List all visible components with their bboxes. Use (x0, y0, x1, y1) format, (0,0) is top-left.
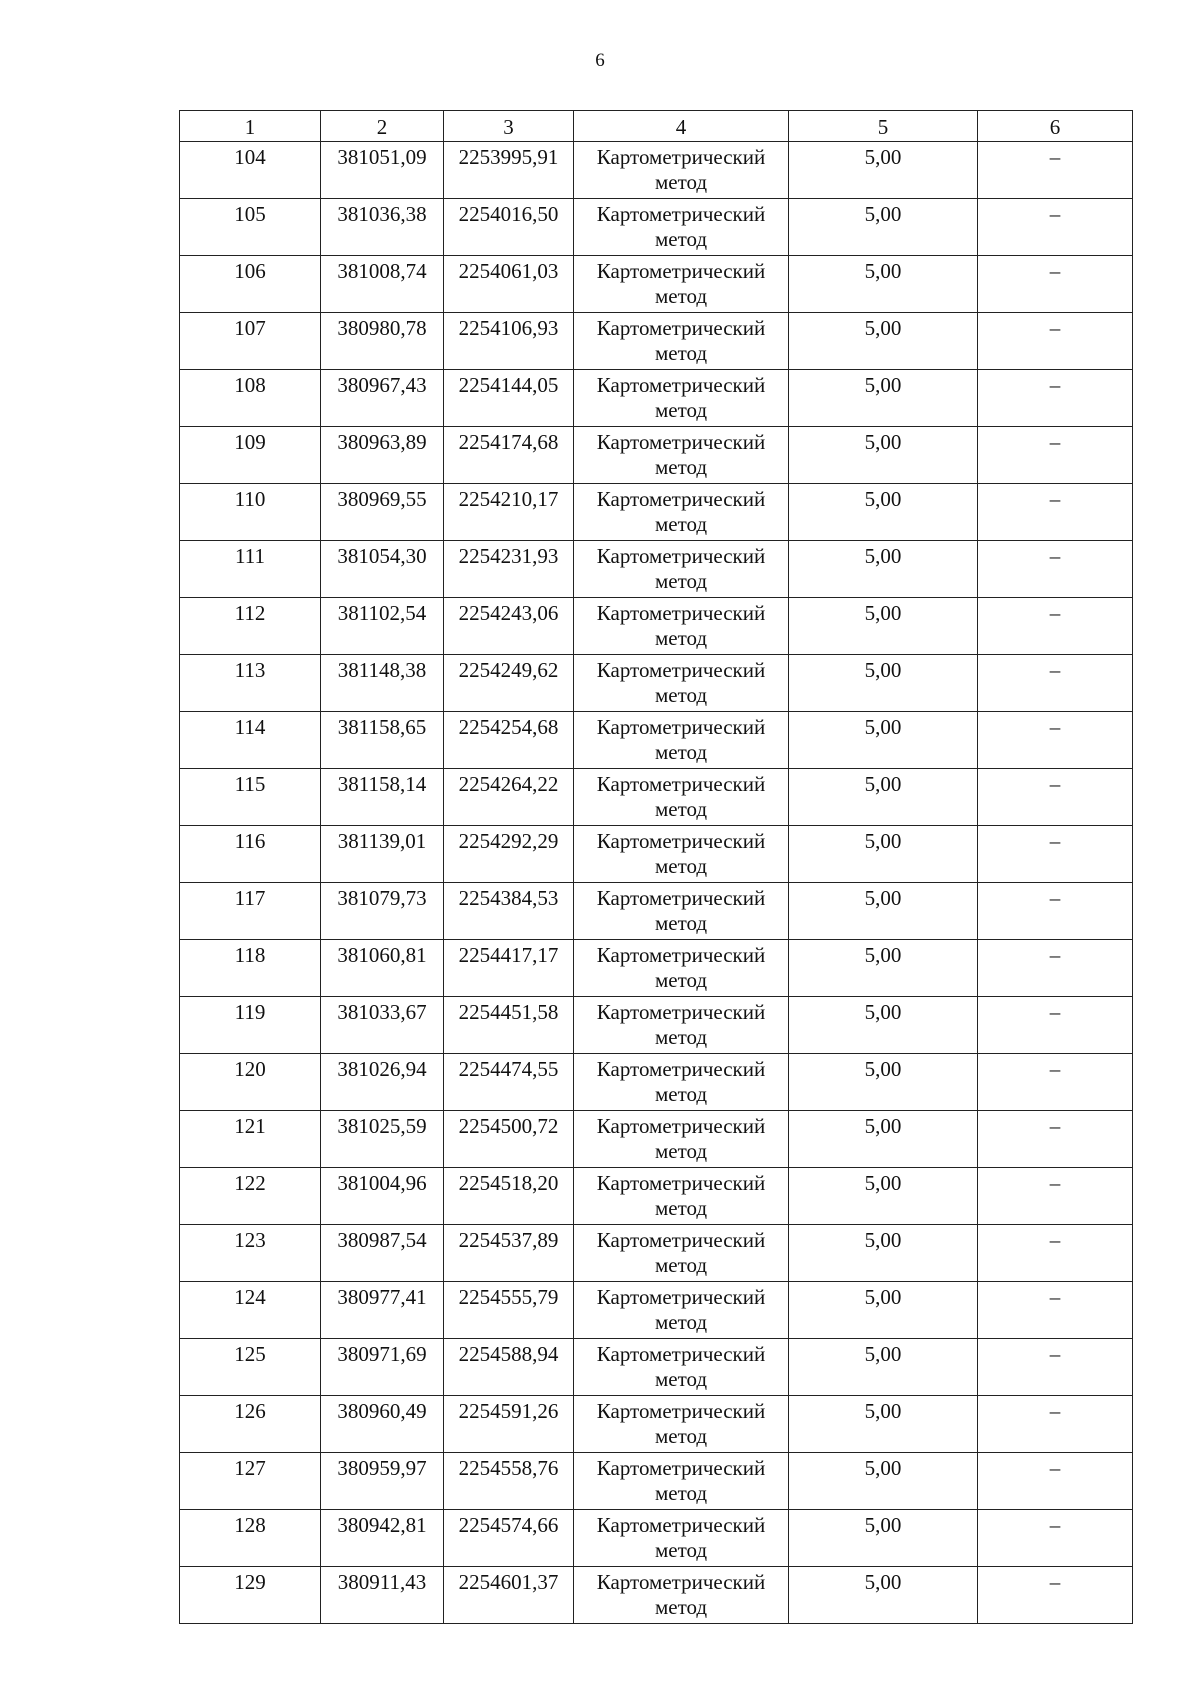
note-cell: – (978, 1453, 1133, 1510)
method-line-1: Картометрический (596, 1228, 766, 1252)
table-row (180, 1396, 1133, 1453)
method-cell (574, 598, 789, 655)
note-cell: – (978, 1282, 1133, 1339)
method-cell (574, 1168, 789, 1225)
accuracy-cell: 5,00 (789, 1168, 978, 1225)
method-cell (574, 541, 789, 598)
y-coordinate-cell: 2254264,22 (444, 769, 574, 826)
coordinates-table (179, 110, 1133, 1624)
note-cell: – (978, 427, 1133, 484)
method-line-1: Картометрический (596, 202, 766, 226)
method-line-2: метод (654, 1253, 708, 1277)
y-coordinate-cell: 2254500,72 (444, 1111, 574, 1168)
method-line-1: Картометрический (596, 1570, 766, 1594)
method-cell (574, 427, 789, 484)
note-cell: – (978, 256, 1133, 313)
y-coordinate-cell: 2254061,03 (444, 256, 574, 313)
point-number-cell: 105 (180, 199, 321, 256)
point-number-cell: 110 (180, 484, 321, 541)
y-coordinate-cell: 2254591,26 (444, 1396, 574, 1453)
x-coordinate-cell: 380977,41 (321, 1282, 444, 1339)
x-coordinate-cell: 381051,09 (321, 142, 444, 199)
note-cell: – (978, 484, 1133, 541)
x-coordinate-cell: 380963,89 (321, 427, 444, 484)
y-coordinate-cell: 2254518,20 (444, 1168, 574, 1225)
method-line-1: Картометрический (596, 1114, 766, 1138)
y-coordinate-cell: 2254249,62 (444, 655, 574, 712)
y-coordinate-cell: 2253995,91 (444, 142, 574, 199)
y-coordinate-cell: 2254601,37 (444, 1567, 574, 1624)
point-number-cell: 122 (180, 1168, 321, 1225)
point-number-cell: 128 (180, 1510, 321, 1567)
method-cell (574, 313, 789, 370)
method-cell (574, 1453, 789, 1510)
y-coordinate-cell: 2254243,06 (444, 598, 574, 655)
x-coordinate-cell: 381102,54 (321, 598, 444, 655)
note-cell: – (978, 1396, 1133, 1453)
column-header-2: 2 (321, 111, 444, 142)
method-line-1: Картометрический (596, 544, 766, 568)
table-row (180, 712, 1133, 769)
accuracy-cell: 5,00 (789, 199, 978, 256)
table-row (180, 769, 1133, 826)
method-line-2: метод (654, 227, 708, 251)
accuracy-cell: 5,00 (789, 142, 978, 199)
method-cell (574, 1396, 789, 1453)
note-cell: – (978, 313, 1133, 370)
y-coordinate-cell: 2254144,05 (444, 370, 574, 427)
x-coordinate-cell: 380969,55 (321, 484, 444, 541)
accuracy-cell: 5,00 (789, 997, 978, 1054)
x-coordinate-cell: 380987,54 (321, 1225, 444, 1282)
point-number-cell: 115 (180, 769, 321, 826)
table-row (180, 655, 1133, 712)
accuracy-cell: 5,00 (789, 940, 978, 997)
column-header-4: 4 (574, 111, 789, 142)
x-coordinate-cell: 380967,43 (321, 370, 444, 427)
method-cell (574, 1225, 789, 1282)
accuracy-cell: 5,00 (789, 313, 978, 370)
note-cell: – (978, 1225, 1133, 1282)
method-cell (574, 655, 789, 712)
table-row (180, 940, 1133, 997)
x-coordinate-cell: 381060,81 (321, 940, 444, 997)
point-number-cell: 107 (180, 313, 321, 370)
accuracy-cell: 5,00 (789, 712, 978, 769)
table-row (180, 1567, 1133, 1624)
y-coordinate-cell: 2254588,94 (444, 1339, 574, 1396)
accuracy-cell: 5,00 (789, 484, 978, 541)
method-line-1: Картометрический (596, 1513, 766, 1537)
table-row (180, 1225, 1133, 1282)
method-line-1: Картометрический (596, 886, 766, 910)
table-row (180, 370, 1133, 427)
note-cell: – (978, 769, 1133, 826)
method-line-1: Картометрический (596, 715, 766, 739)
accuracy-cell: 5,00 (789, 1453, 978, 1510)
y-coordinate-cell: 2254292,29 (444, 826, 574, 883)
y-coordinate-cell: 2254210,17 (444, 484, 574, 541)
y-coordinate-cell: 2254254,68 (444, 712, 574, 769)
method-line-2: метод (654, 455, 708, 479)
table-row (180, 427, 1133, 484)
method-line-1: Картометрический (596, 943, 766, 967)
method-cell (574, 1339, 789, 1396)
method-cell (574, 1567, 789, 1624)
table-row (180, 1111, 1133, 1168)
method-line-2: метод (654, 1424, 708, 1448)
accuracy-cell: 5,00 (789, 1111, 978, 1168)
table-row (180, 1510, 1133, 1567)
method-cell (574, 1510, 789, 1567)
accuracy-cell: 5,00 (789, 1282, 978, 1339)
point-number-cell: 112 (180, 598, 321, 655)
table-row (180, 1054, 1133, 1111)
table-row (180, 199, 1133, 256)
note-cell: – (978, 1339, 1133, 1396)
method-line-2: метод (654, 1310, 708, 1334)
note-cell: – (978, 598, 1133, 655)
table-body (180, 142, 1133, 1624)
y-coordinate-cell: 2254106,93 (444, 313, 574, 370)
column-header-6: 6 (978, 111, 1133, 142)
accuracy-cell: 5,00 (789, 370, 978, 427)
point-number-cell: 116 (180, 826, 321, 883)
accuracy-cell: 5,00 (789, 655, 978, 712)
note-cell: – (978, 940, 1133, 997)
y-coordinate-cell: 2254016,50 (444, 199, 574, 256)
method-line-1: Картометрический (596, 259, 766, 283)
method-cell (574, 883, 789, 940)
y-coordinate-cell: 2254451,58 (444, 997, 574, 1054)
note-cell: – (978, 883, 1133, 940)
table-header (180, 111, 1133, 142)
method-cell (574, 826, 789, 883)
accuracy-cell: 5,00 (789, 427, 978, 484)
point-number-cell: 123 (180, 1225, 321, 1282)
x-coordinate-cell: 380980,78 (321, 313, 444, 370)
method-line-1: Картометрический (596, 373, 766, 397)
x-coordinate-cell: 381004,96 (321, 1168, 444, 1225)
column-header-1: 1 (180, 111, 321, 142)
y-coordinate-cell: 2254558,76 (444, 1453, 574, 1510)
point-number-cell: 120 (180, 1054, 321, 1111)
table-row (180, 1282, 1133, 1339)
point-number-cell: 108 (180, 370, 321, 427)
method-cell (574, 940, 789, 997)
point-number-cell: 127 (180, 1453, 321, 1510)
method-line-2: метод (654, 1481, 708, 1505)
table-row (180, 1168, 1133, 1225)
method-line-2: метод (654, 1196, 708, 1220)
method-cell (574, 1054, 789, 1111)
note-cell: – (978, 1168, 1133, 1225)
method-line-2: метод (654, 512, 708, 536)
note-cell: – (978, 826, 1133, 883)
note-cell: – (978, 370, 1133, 427)
method-line-1: Картометрический (596, 1057, 766, 1081)
method-line-2: метод (654, 1025, 708, 1049)
column-header-5: 5 (789, 111, 978, 142)
accuracy-cell: 5,00 (789, 541, 978, 598)
method-cell (574, 1282, 789, 1339)
method-line-2: метод (654, 1367, 708, 1391)
method-cell (574, 712, 789, 769)
accuracy-cell: 5,00 (789, 256, 978, 313)
accuracy-cell: 5,00 (789, 1567, 978, 1624)
method-cell (574, 769, 789, 826)
method-line-2: метод (654, 740, 708, 764)
table-row (180, 256, 1133, 313)
table-row (180, 484, 1133, 541)
note-cell: – (978, 1111, 1133, 1168)
method-line-2: метод (654, 1595, 708, 1619)
y-coordinate-cell: 2254417,17 (444, 940, 574, 997)
point-number-cell: 119 (180, 997, 321, 1054)
y-coordinate-cell: 2254537,89 (444, 1225, 574, 1282)
method-line-1: Картометрический (596, 1171, 766, 1195)
accuracy-cell: 5,00 (789, 1225, 978, 1282)
method-cell (574, 199, 789, 256)
table-row (180, 1453, 1133, 1510)
method-line-2: метод (654, 626, 708, 650)
method-line-1: Картометрический (596, 1399, 766, 1423)
method-cell (574, 1111, 789, 1168)
page-number: 6 (595, 50, 605, 71)
column-header-3: 3 (444, 111, 574, 142)
method-line-2: метод (654, 284, 708, 308)
table-row (180, 313, 1133, 370)
x-coordinate-cell: 380971,69 (321, 1339, 444, 1396)
table-row (180, 883, 1133, 940)
x-coordinate-cell: 381079,73 (321, 883, 444, 940)
method-line-2: метод (654, 398, 708, 422)
accuracy-cell: 5,00 (789, 1510, 978, 1567)
method-line-1: Картометрический (596, 601, 766, 625)
note-cell: – (978, 1510, 1133, 1567)
x-coordinate-cell: 381054,30 (321, 541, 444, 598)
method-line-2: метод (654, 797, 708, 821)
x-coordinate-cell: 380960,49 (321, 1396, 444, 1453)
y-coordinate-cell: 2254174,68 (444, 427, 574, 484)
y-coordinate-cell: 2254474,55 (444, 1054, 574, 1111)
method-line-1: Картометрический (596, 487, 766, 511)
point-number-cell: 104 (180, 142, 321, 199)
method-line-1: Картометрический (596, 658, 766, 682)
x-coordinate-cell: 380911,43 (321, 1567, 444, 1624)
x-coordinate-cell: 381148,38 (321, 655, 444, 712)
point-number-cell: 125 (180, 1339, 321, 1396)
accuracy-cell: 5,00 (789, 883, 978, 940)
y-coordinate-cell: 2254555,79 (444, 1282, 574, 1339)
table-row (180, 541, 1133, 598)
method-cell (574, 142, 789, 199)
accuracy-cell: 5,00 (789, 769, 978, 826)
note-cell: – (978, 541, 1133, 598)
table-row (180, 1339, 1133, 1396)
x-coordinate-cell: 381158,65 (321, 712, 444, 769)
x-coordinate-cell: 381158,14 (321, 769, 444, 826)
method-cell (574, 484, 789, 541)
method-line-1: Картометрический (596, 1000, 766, 1024)
note-cell: – (978, 1567, 1133, 1624)
note-cell: – (978, 997, 1133, 1054)
point-number-cell: 126 (180, 1396, 321, 1453)
accuracy-cell: 5,00 (789, 1054, 978, 1111)
table-row (180, 598, 1133, 655)
accuracy-cell: 5,00 (789, 1396, 978, 1453)
y-coordinate-cell: 2254231,93 (444, 541, 574, 598)
point-number-cell: 121 (180, 1111, 321, 1168)
method-line-2: метод (654, 1082, 708, 1106)
header-row (180, 111, 1133, 142)
point-number-cell: 106 (180, 256, 321, 313)
method-line-2: метод (654, 569, 708, 593)
x-coordinate-cell: 380942,81 (321, 1510, 444, 1567)
method-line-2: метод (654, 854, 708, 878)
point-number-cell: 114 (180, 712, 321, 769)
x-coordinate-cell: 381139,01 (321, 826, 444, 883)
method-line-1: Картометрический (596, 772, 766, 796)
x-coordinate-cell: 381025,59 (321, 1111, 444, 1168)
point-number-cell: 118 (180, 940, 321, 997)
table-row (180, 997, 1133, 1054)
accuracy-cell: 5,00 (789, 1339, 978, 1396)
method-cell (574, 997, 789, 1054)
method-line-2: метод (654, 341, 708, 365)
method-line-1: Картометрический (596, 430, 766, 454)
x-coordinate-cell: 381033,67 (321, 997, 444, 1054)
point-number-cell: 109 (180, 427, 321, 484)
method-cell (574, 370, 789, 427)
x-coordinate-cell: 381036,38 (321, 199, 444, 256)
note-cell: – (978, 1054, 1133, 1111)
method-line-2: метод (654, 683, 708, 707)
method-line-1: Картометрический (596, 1342, 766, 1366)
method-cell (574, 256, 789, 313)
note-cell: – (978, 712, 1133, 769)
note-cell: – (978, 199, 1133, 256)
method-line-2: метод (654, 968, 708, 992)
accuracy-cell: 5,00 (789, 598, 978, 655)
y-coordinate-cell: 2254574,66 (444, 1510, 574, 1567)
point-number-cell: 129 (180, 1567, 321, 1624)
point-number-cell: 111 (180, 541, 321, 598)
x-coordinate-cell: 380959,97 (321, 1453, 444, 1510)
method-line-2: метод (654, 170, 708, 194)
note-cell: – (978, 655, 1133, 712)
note-cell: – (978, 142, 1133, 199)
method-line-1: Картометрический (596, 1285, 766, 1309)
method-line-1: Картометрический (596, 829, 766, 853)
table-row (180, 142, 1133, 199)
method-line-2: метод (654, 911, 708, 935)
method-line-1: Картометрический (596, 145, 766, 169)
method-line-1: Картометрический (596, 316, 766, 340)
x-coordinate-cell: 381026,94 (321, 1054, 444, 1111)
table-row (180, 826, 1133, 883)
accuracy-cell: 5,00 (789, 826, 978, 883)
point-number-cell: 117 (180, 883, 321, 940)
point-number-cell: 124 (180, 1282, 321, 1339)
y-coordinate-cell: 2254384,53 (444, 883, 574, 940)
x-coordinate-cell: 381008,74 (321, 256, 444, 313)
method-line-2: метод (654, 1538, 708, 1562)
point-number-cell: 113 (180, 655, 321, 712)
method-line-2: метод (654, 1139, 708, 1163)
method-line-1: Картометрический (596, 1456, 766, 1480)
